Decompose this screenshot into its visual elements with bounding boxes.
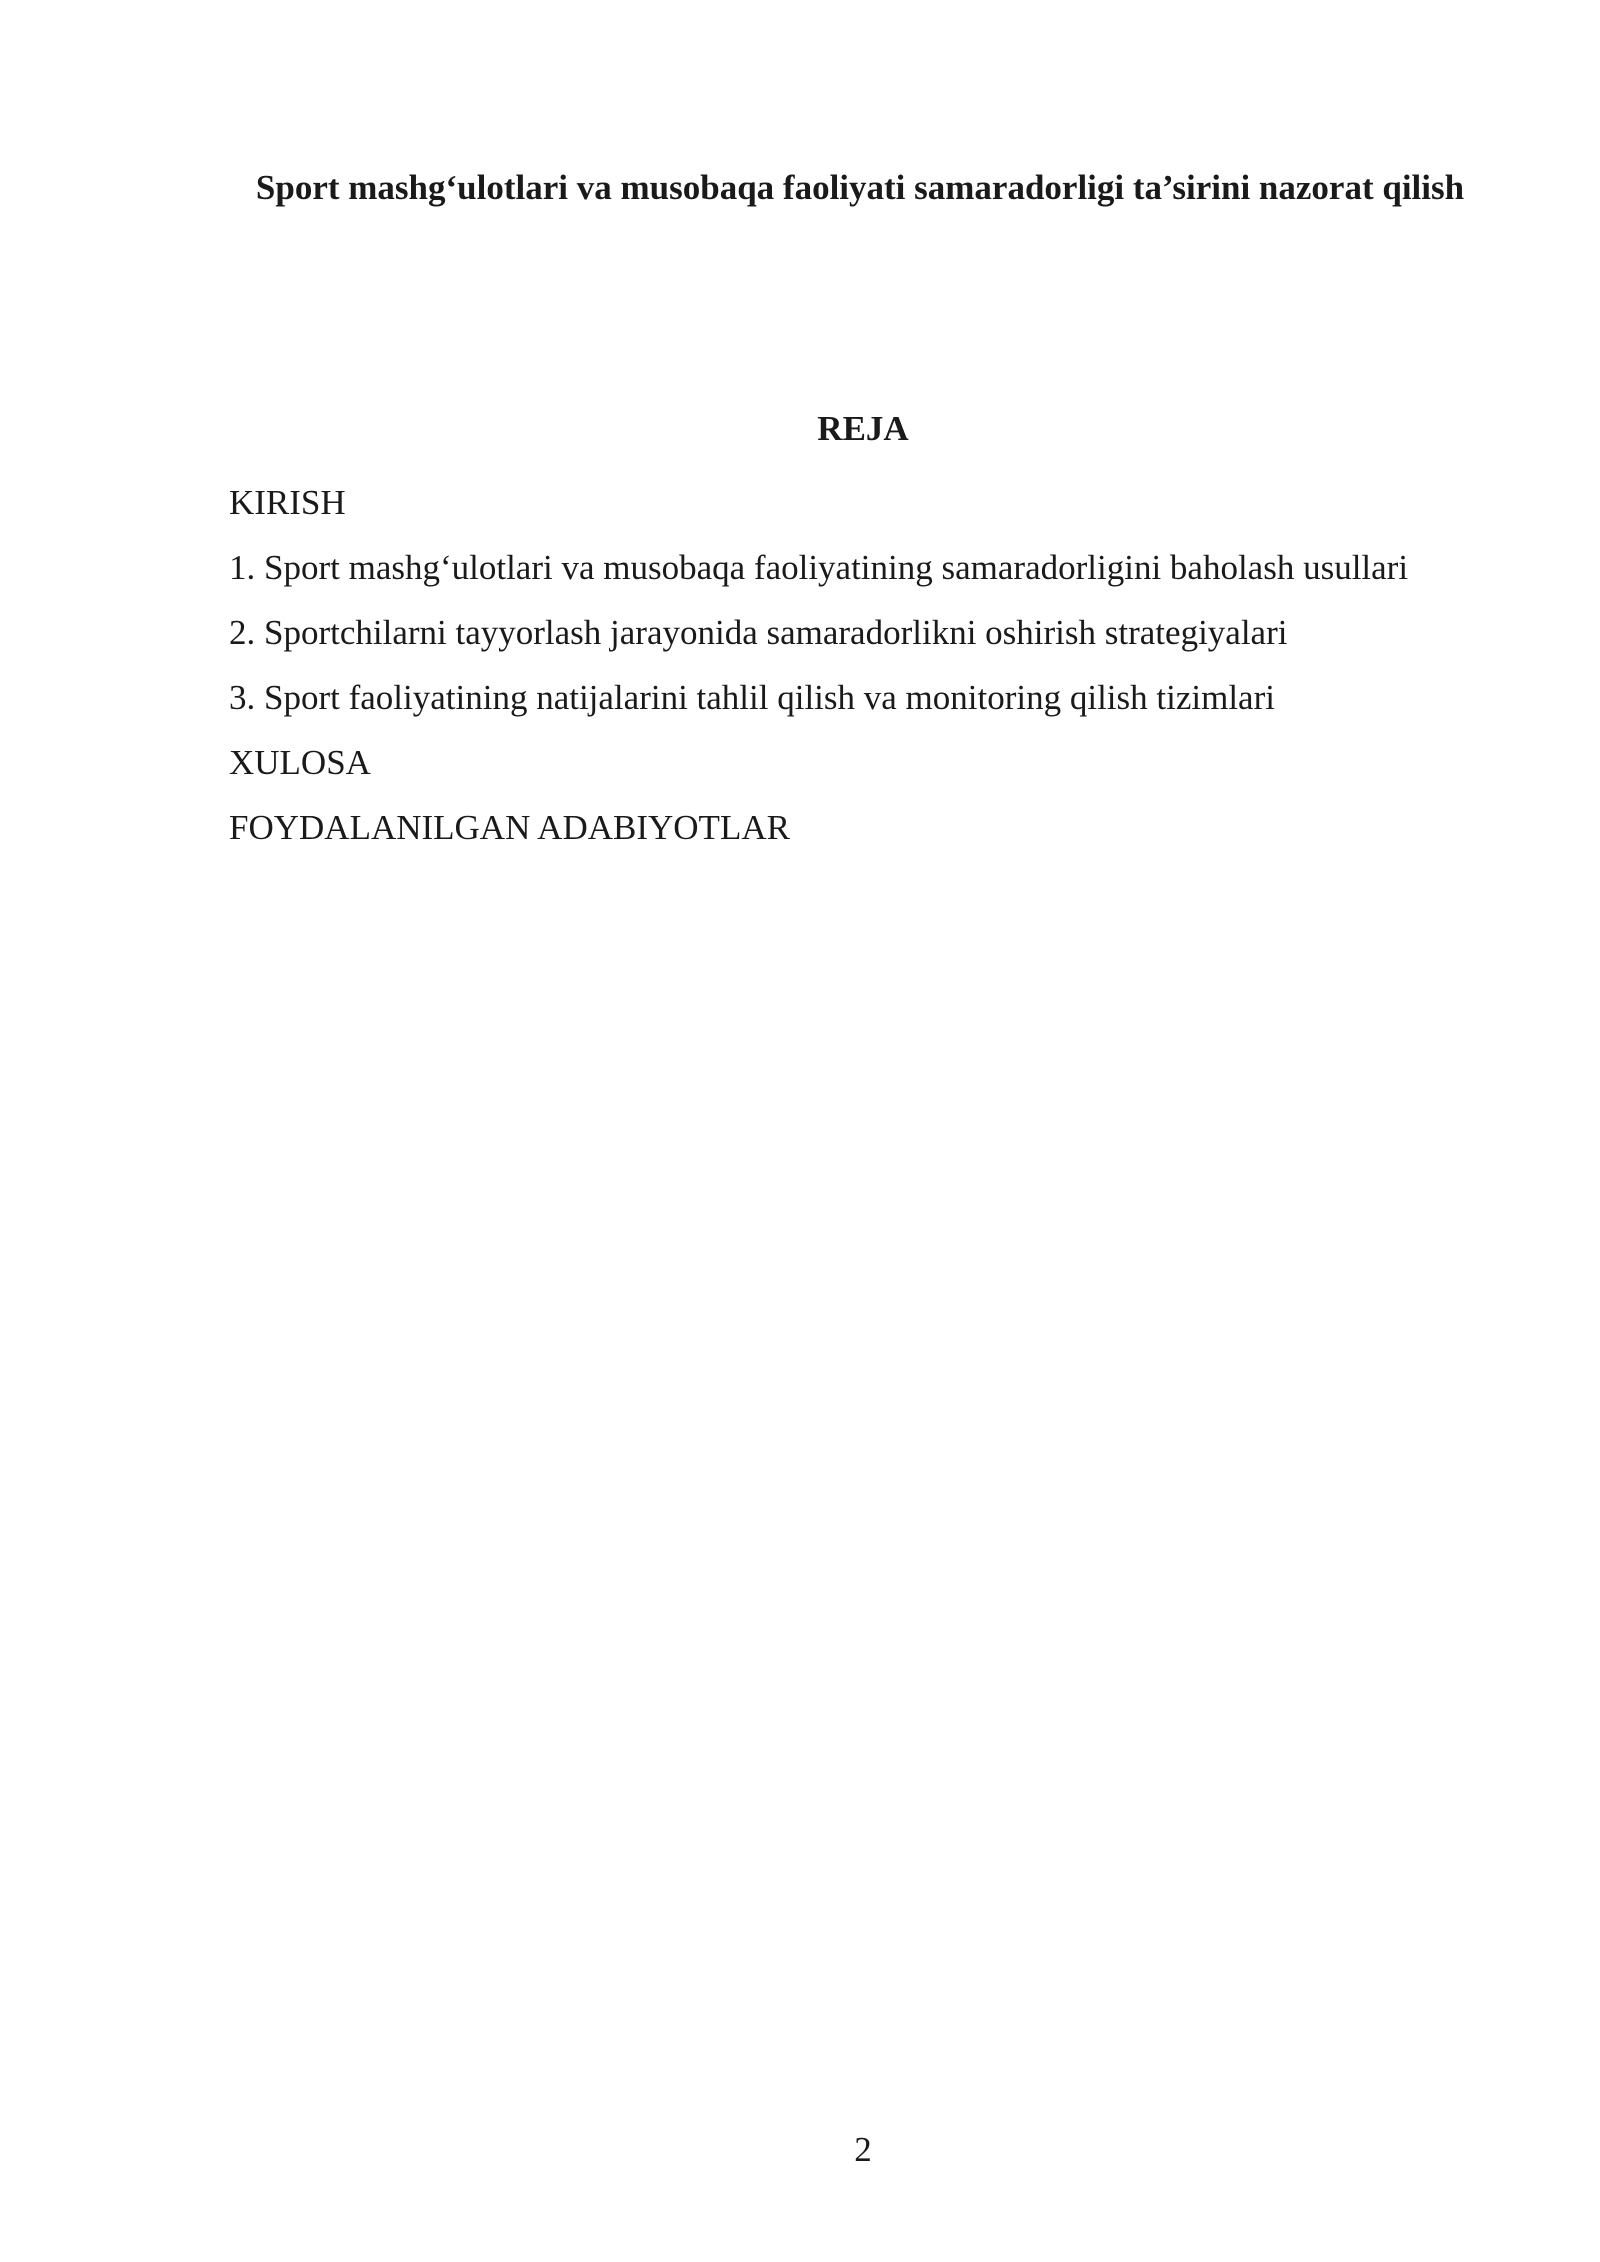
toc-item-1: 1. Sport mashg‘ulotlari va musobaqa faoliyatining samaradorligini baholash usullari <box>229 548 1409 587</box>
toc-item-3: 3. Sport faoliyatining natijalarini tahlil qilish va monitoring qilish tizimlari <box>229 678 1275 717</box>
toc-item-introduction: KIRISH <box>229 483 346 522</box>
document-title: Sport mashg‘ulotlari va musobaqa faoliyati samaradorligi ta’sirini nazorat qilish <box>255 168 1465 207</box>
toc-item-2: 2. Sportchilarni tayyorlash jarayonida samaradorlikni oshirish strategiyalari <box>229 613 1288 652</box>
toc-item-conclusion: XULOSA <box>229 743 371 782</box>
page-number: 2 <box>854 2130 872 2169</box>
table-of-contents <box>229 474 1409 864</box>
toc-item-references: FOYDALANILGAN ADABIYOTLAR <box>229 808 790 847</box>
plan-heading: REJA <box>817 409 909 448</box>
